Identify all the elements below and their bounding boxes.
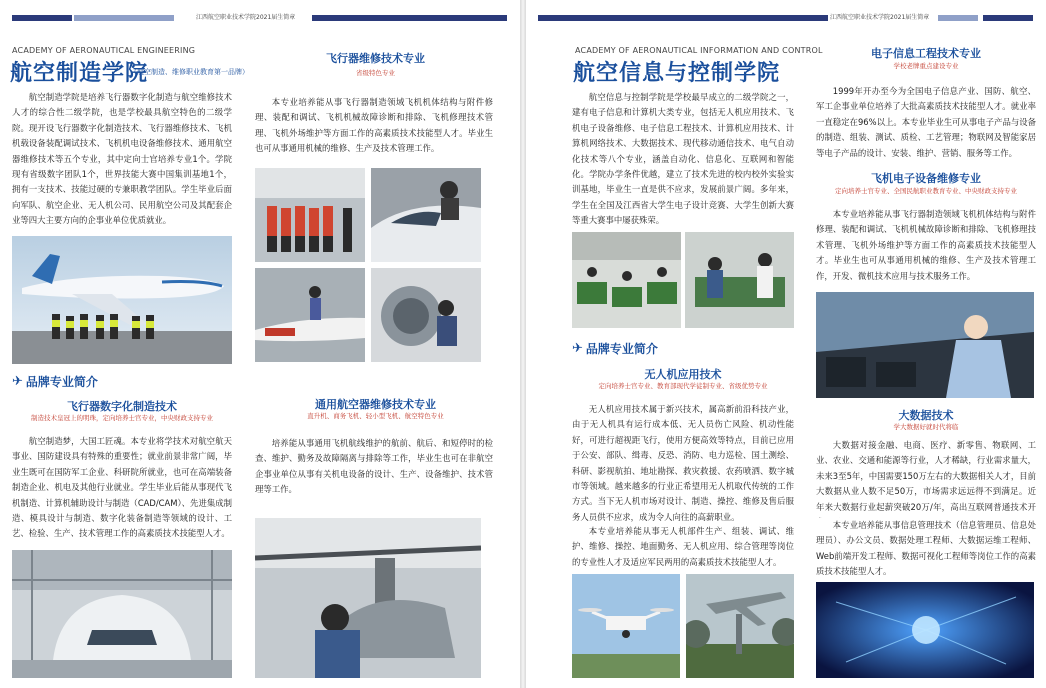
major-subtitle-big-data: 学大数据好就时代将临 [893, 423, 959, 431]
college-title-left: 航空制造学院 [10, 61, 149, 86]
major-title-general-aviation: 通用航空器维修技术专业 [315, 398, 436, 411]
pilot-cockpit-photo [816, 292, 1034, 398]
academy-en-left: ACADEMY OF AERONAUTICAL ENGINEERING [12, 46, 196, 55]
lab-photo-2 [685, 232, 794, 328]
major-text-general-aviation: 培养能从事通用飞机航线维护的航前、航后、和短停时的检查、维护、勤务及故障隔离与排除等工作，毕业生也可在非航空企事业单位从事有关机电设备的设计、生产、设备维护、技术管理等工作。 [255, 438, 493, 495]
major-text-electronic-info: 1999年开办至今为全国电子信息产业、国防、航空、军工企事业单位培养了大批高素质技术技能型人才。就业率一直稳定在96%以上。本专业毕业生可从事电子产品与设备的制造、组装、测试、质检、工艺管理；物联网及智能家居等电子产品的设计、安装、维护、营销、服务等工作。 [816, 86, 1036, 158]
academy-en-right: ACADEMY OF AERONAUTICAL INFORMATION AND CONTROL [575, 46, 823, 55]
major-title-avionics: 飞机电子设备维修专业 [871, 172, 981, 185]
drone-photo [572, 574, 680, 678]
plane-icon: ✈ [572, 341, 583, 356]
major-subtitle-general-aviation: 直升机、商务飞机、轻小型飞机、航空特色专业 [307, 412, 444, 420]
left-page [0, 0, 520, 688]
plane-icon: ✈ [12, 374, 23, 389]
college-subtitle-left: （航空制造、维修职业教育第一品牌） [130, 68, 249, 76]
major-title-big-data: 大数据技术 [898, 409, 954, 422]
students-photo [255, 168, 365, 262]
major-subtitle-digital-manufacturing: 制造技术皇冠上的明珠，定向培养士官专业，中央财政支持专业 [31, 414, 213, 422]
right-header-bar [538, 15, 1033, 21]
major-text-digital-manufacturing: 航空制造梦，大国工匠魂。本专业将学技术对航空航天事业、国防建设具有特殊的重要性；就业前景非常广阔，毕业生既可在国防军工企业、科研院所就业，也可在高端装备制造企业、机电及其他行业就业。学生毕业后能从事现代飞机制造、计算机辅助设计与制造（CAD/CAM）、先进集成制造、模具设计与制造、数字化装备制造等领域的设计、工艺、检验、生产、技术管理工作的高素质技术技能型人才。 [12, 436, 232, 539]
major-subtitle-uav: 定向培养士官专业、教育部现代学徒制专业、省级优势专业 [598, 382, 768, 390]
intro-paragraph-right: 航空信息与控制学院是学校最早成立的二级学院之一，建有电子信息和计算机大类专业，包括无人机应用技术、飞机电子设备维修、电子信息工程技术、计算机应用技术、计算机网络技术、大数据技术、现代移动通信技术、电气自动化技术等八个专业，涵盖自动化、信息化、互联网和智能化。学院办学条件优越，建立了技术先进的校内校外实验实训基地，毕业生一直是供不应求，发展前景广阔。多年来，学生在全国及江西省大学生电子设计竞赛、大学生创新大赛等重大赛事中屡获殊荣。 [572, 92, 794, 226]
hangar-photo [12, 550, 232, 678]
major-text2-uav: 本专业培养能从事无人机部件生产、组装、调试、维护、维修、操控、地面勤务、无人机应用、综合管理等岗位的专业性人才及适应军民两用的高素质技术技能型人才。 [572, 526, 794, 567]
engine-photo [371, 268, 481, 362]
jet-photo [686, 574, 794, 678]
major-text-big-data: 大数据对接金融、电商、医疗、新零售、物联网、工业、农业、交通和能源等行业，人才稀缺，行业需求量大，未来3至5年，中国需要150万左右的大数据相关人才，目前大数据从业人数不足50万，市场需求远远得不到满足。近年来大数据行业起薪突破20万/年，高出互联网普通技术开 [816, 440, 1036, 512]
big-data-graphic [816, 582, 1034, 678]
left-header-text: 江西航空职业技术学院2021届生简章 [196, 14, 296, 21]
major-text-uav: 无人机应用技术属于新兴技术，属高新前沿科技产业，由于无人机具有运行成本低、无人员伤亡风险、机动性能好，可进行超视距飞行，使用方便高效等特点，目前已应用于公安、部队、缉毒、反恐、消防、电力巡检、国土测绘、科研、影视航拍、地址勘探、救灾救援、农药喷洒、数字城市等领域。越来越多的行业正希望用无人机取代传统的工作方式。当下无人机市场对设计、制造、操控、维修及售后服务人员供不应求，成为令人向往的高薪职业。 [572, 404, 794, 522]
aircraft-photo [12, 236, 232, 364]
major-text-aircraft-maintenance: 本专业培养能从事飞行器制造领域飞机机体结构与附件修理、装配和调试、飞机机械故障诊断和排除、飞机修理技术管理、飞机外场维护等方面工作的高素质技术技能型人才。毕业生也可从事通用机械的维修、生产及技术管理工作。 [255, 97, 493, 154]
major-title-digital-manufacturing: 飞行器数字化制造技术 [67, 400, 177, 413]
right-header-text: 江西航空职业技术学院2021届生简章 [830, 14, 930, 21]
major-subtitle-electronic-info: 学校老牌重点建设专业 [893, 62, 959, 70]
major-subtitle-avionics: 定向培养士官专业、全国民航职业教育专业、中央财政支持专业 [835, 187, 1017, 195]
right-page [526, 0, 1046, 688]
major-title-electronic-info: 电子信息工程技术专业 [871, 47, 981, 60]
major-text-avionics: 本专业培养能从事飞行器制造领域飞机机体结构与附件修理、装配和调试、飞机机械故障诊断和排除、飞机修理技术管理、飞机外场维护等方面工作的高素质技术技能型人才。毕业生也可从事通用机械的维修、生产及技术管理工作，开发、微机技术应用与技术服务工作。 [816, 209, 1036, 281]
lab-photo-1 [572, 232, 681, 328]
brand-heading-left [12, 373, 98, 390]
major-subtitle-aircraft-maintenance: 省级特色专业 [356, 69, 395, 77]
brand-heading-right [572, 340, 658, 357]
brand-label-right: 品牌专业简介 [585, 342, 658, 356]
intro-paragraph-left: 航空制造学院是培养飞行器数字化制造与航空维修技术人才的综合性二级学院，也是学校最具航空特色的二级学院。现开设飞行器数字化制造技术、飞行器维修技术、飞机机载设备装配调试技术、飞机机电设备维修技术、通用航空器维修技术等五个专业，其中定向士官培养专业1个。学院现有省级数字团队1个，世界技能大赛中国集训基地1个，拥有一支技术、技能过硬的专兼职教学团队。学生毕业后面向军队、航空企业、无人机公司、民用航空公司及其配套企业等四大主要方向的企事业单位优质就业。 [12, 92, 232, 226]
cockpit-photo [371, 168, 481, 262]
major-title-aircraft-maintenance: 飞行器维修技术专业 [326, 52, 425, 65]
small-plane-photo [255, 268, 365, 362]
major-text2-big-data: 本专业培养能从事信息管理技术（信息管理员、信息处理员）、办公文员、数据处理工程师、大数据运维工程师、Web前端开发工程师、数据可视化工程师等岗位工作的高素质技术技能型人才。 [816, 520, 1036, 577]
college-title-right: 航空信息与控制学院 [573, 61, 781, 86]
helicopter-photo [255, 518, 481, 678]
brand-label-left: 品牌专业简介 [25, 375, 98, 389]
major-title-uav: 无人机应用技术 [644, 368, 722, 381]
